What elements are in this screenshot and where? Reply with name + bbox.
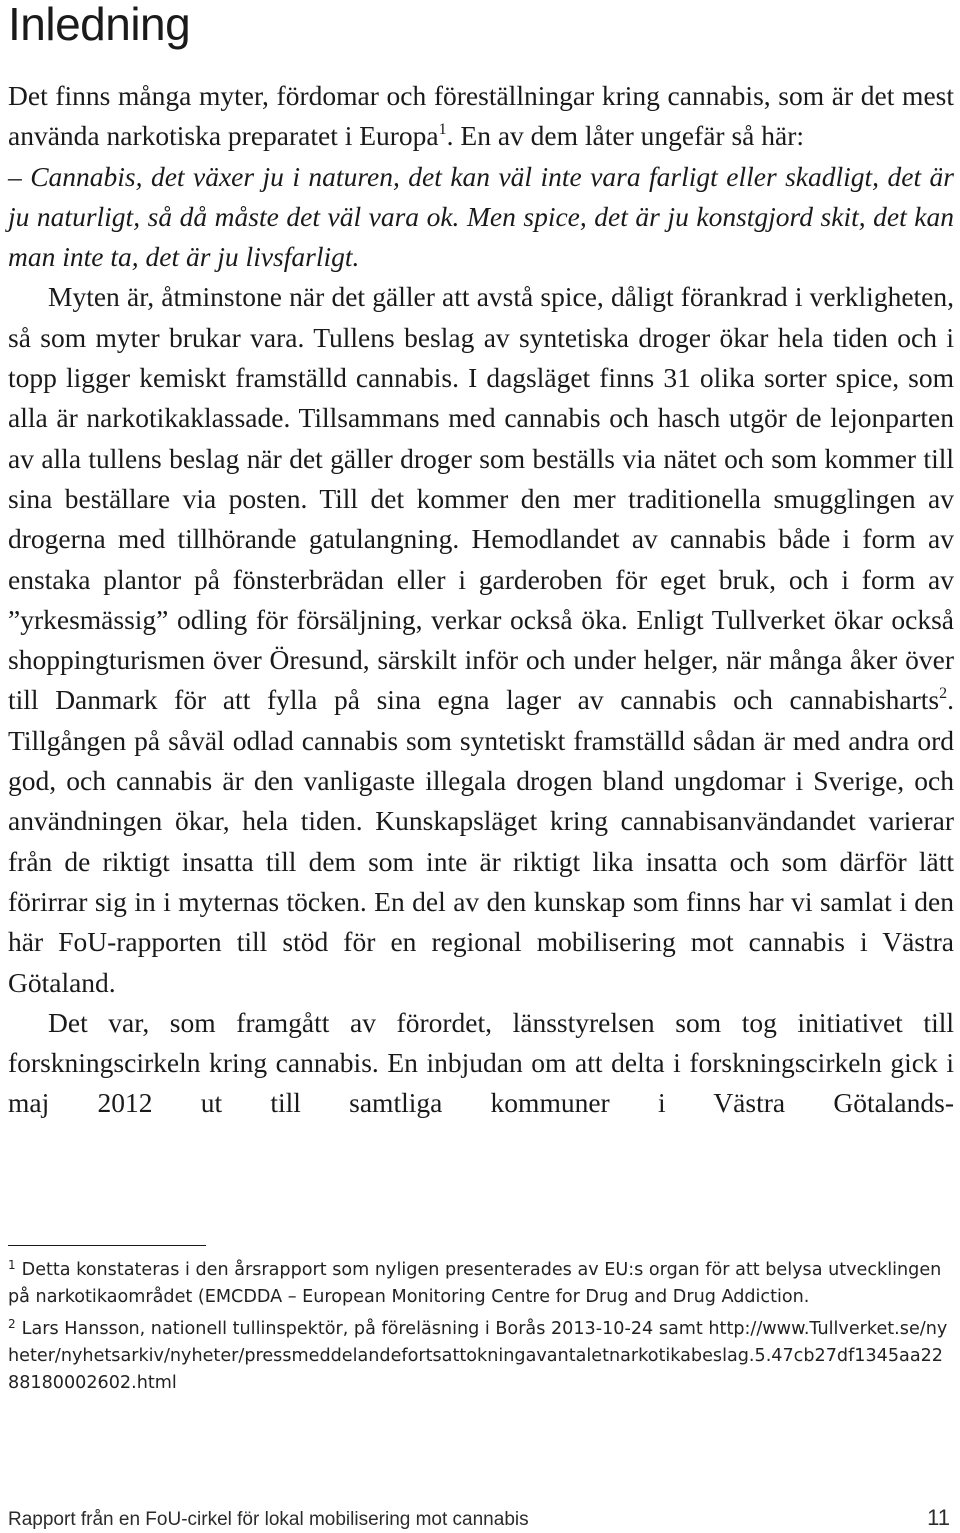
page-footer [8,1505,950,1531]
footnote-2-number: 2 [8,1317,16,1331]
footer-title: Rapport från en FoU-cirkel för lokal mobilisering mot cannabis [8,1509,529,1530]
footnote-divider [8,1245,206,1246]
paragraph-intro [8,76,954,277]
footnote-ref-2: 2 [939,685,948,703]
page-number: 11 [927,1505,950,1530]
body-text [8,76,954,1124]
footnotes [8,1252,954,1397]
quote-text: – Cannabis, det växer ju i naturen, det kan väl inte vara farligt eller skadligt, det är ju naturligt, så då måste det väl vara ok. Men spice, det är ju konstgjord skit, det kan man inte ta, det är ju livsfarligt. [8,160,954,273]
page-heading: Inledning [8,0,191,50]
footnote-ref-1: 1 [438,121,447,139]
footnote-2 [8,1311,954,1397]
intro-text-end: . En av dem låter ungefär så här: [446,120,804,152]
myth-text-a: Myten är, åtminstone när det gäller att avstå spice, dåligt förankrad i verkligheten, så som myter brukar vara. Tullens beslag av syntetiska droger ökar hela tiden och i topp ligger kemiskt framställd cannabis. I dagsläget finns 31 olika sorter spice, som alla är narkotikaklassade. Tillsammans med cannabis och hasch utgör de lejonparten av alla tullens beslag när det gäller droger som beställs via nätet och som kommer till sina beställare via posten. Till det kommer den mer traditionella smugglingen av drogerna med tillhörande gatulangning. Hemodlandet av cannabis både i form av enstaka plantor på fönsterbrädan eller i garderoben för eget bruk, och i form av ”yrkesmässig” odling för försäljning, verkar också öka. Enligt Tullverket ökar också shoppingturismen över Öresund, särskilt inför och under helger, när många åker över till Danmark för att fylla på sina egna lager av cannabis och cannabisharts [8,281,954,716]
paragraph-initiative: Det var, som framgått av förordet, länsstyrelsen som tog initiativet till forskningscirkeln kring cannabis. En inbjudan om att delta i forskningscirkeln gick i maj 2012 ut till samtliga kommuner i Västra Götalands- [8,1006,954,1119]
paragraph-myth [8,277,954,1002]
footnote-2-text: Lars Hansson, nationell tullinspektör, på föreläsning i Borås 2013-10-24 samt http://www.Tullverket.se/nyheter/nyhetsarkiv/nyheter/pressmeddelandefortsattokningavantaletnarkotikabeslag.5.47cb27df1345aa2288180002602.html [8,1319,948,1393]
footnote-1 [8,1252,954,1311]
footnote-1-number: 1 [8,1258,16,1272]
footnote-1-text: Detta konstateras i den årsrapport som nyligen presenterades av EU:s organ för att belysa utvecklingen på narkotikaområdet (EMCDDA – European Monitoring Centre for Drug and Drug Addiction. [8,1260,942,1307]
myth-text-b: . Tillgången på såväl odlad cannabis som syntetiskt framställd sådan är med andra ord god, och cannabis är den vanligaste illegala drogen bland ungdomar i Sverige, och användningen ökar, hela tiden. Kunskapsläget kring cannabisanvändandet varierar från de riktigt insatta till dem som inte är riktigt lika insatta och som därför lätt förirrar sig in i myternas töcken. En del av den kunskap som finns har vi samlat i den här FoU-rapporten till stöd för en regional mobilisering mot cannabis i Västra Götaland. [8,684,954,998]
intro-text: Det finns många myter, fördomar och föreställningar kring cannabis, som är det mest använda narkotiska preparatet i Europa [8,80,954,152]
